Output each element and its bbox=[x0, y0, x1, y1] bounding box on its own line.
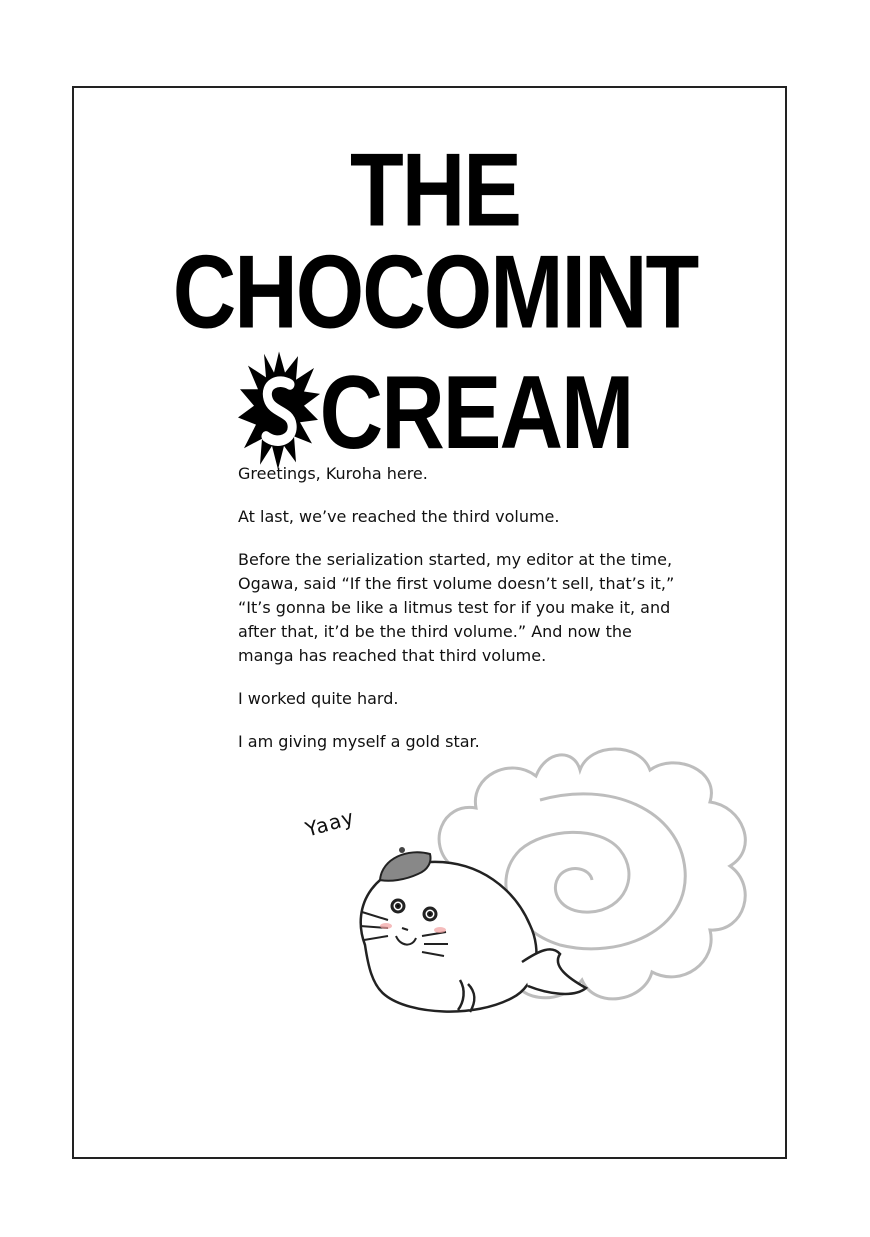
afterword-text bbox=[238, 462, 678, 773]
title-line-the: THE bbox=[350, 130, 520, 248]
spiky-s-burst-icon bbox=[238, 349, 320, 472]
yaay-caption: Yaay bbox=[302, 804, 358, 842]
title-scream-rest: CREAM bbox=[319, 353, 633, 471]
title-line-chocomint: CHOCOMINT bbox=[172, 232, 698, 350]
paragraph-greeting: Greetings, Kuroha here. bbox=[238, 464, 428, 483]
seal-icon bbox=[361, 862, 586, 1012]
paragraph-worked-hard: I worked quite hard. bbox=[238, 689, 399, 708]
title-line-scream bbox=[0, 342, 870, 481]
seal-mascot-illustration bbox=[290, 740, 770, 1050]
paragraph-gold-star: I am giving myself a gold star. bbox=[238, 732, 480, 751]
paragraph-third-volume: At last, we’ve reached the third volume. bbox=[238, 507, 560, 526]
paragraph-editor-quote: Before the serialization started, my editor at the time, Ogawa, said “If the first volume doesn’t sell, that’s it,” “It’s gonna be like a litmus test for if you make it, and after that, it’d be the third volume.” And now the manga has reached that third volume. bbox=[238, 550, 675, 665]
